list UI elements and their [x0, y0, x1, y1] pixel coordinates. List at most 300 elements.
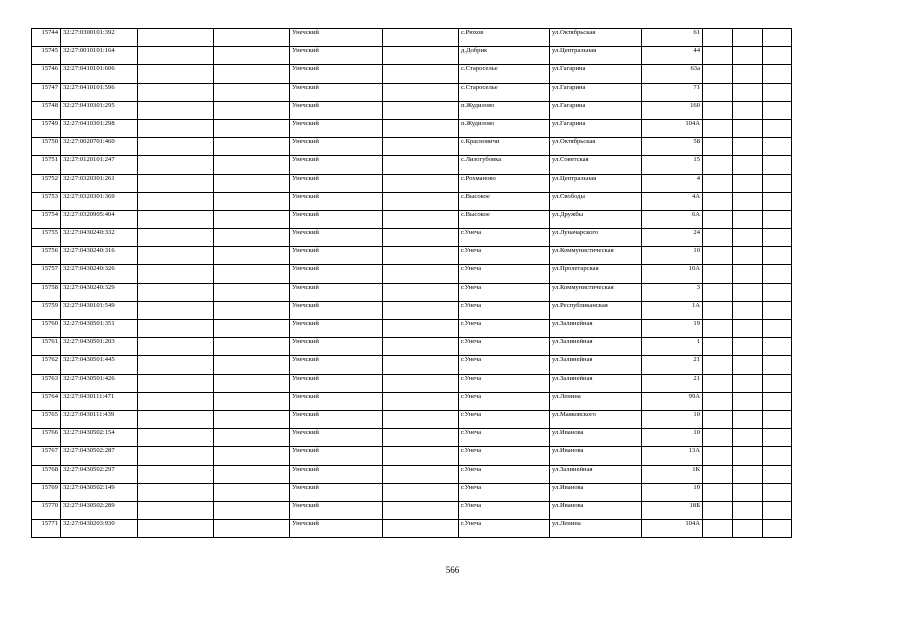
empty-cell [733, 483, 763, 501]
empty-cell [733, 156, 763, 174]
record-number-cell: 15766 [32, 429, 61, 447]
empty-cell [703, 119, 733, 137]
empty-cell [214, 501, 290, 519]
empty-cell [138, 410, 214, 428]
house-number-cell: 1А [642, 301, 703, 319]
empty-cell [703, 338, 733, 356]
empty-cell [733, 501, 763, 519]
record-number-cell: 15757 [32, 265, 61, 283]
empty-cell [703, 65, 733, 83]
record-number-cell: 15753 [32, 192, 61, 210]
district-cell: Унечский [290, 320, 383, 338]
street-cell: ул.Свободы [550, 192, 642, 210]
empty-cell [763, 520, 792, 538]
table-row [32, 410, 792, 428]
empty-cell [214, 101, 290, 119]
record-number-cell: 15749 [32, 119, 61, 137]
cadastral-number-cell: 32:27:0430501:203 [61, 338, 138, 356]
empty-cell [763, 374, 792, 392]
record-number-cell: 15761 [32, 338, 61, 356]
record-number-cell: 15750 [32, 138, 61, 156]
street-cell: ул.Гагарина [550, 65, 642, 83]
district-cell: Унечский [290, 392, 383, 410]
empty-cell [763, 410, 792, 428]
cadastral-number-cell: 32:27:0320905:404 [61, 210, 138, 228]
empty-cell [733, 210, 763, 228]
empty-cell [214, 429, 290, 447]
settlement-cell: с.Староселье [459, 83, 550, 101]
district-cell: Унечский [290, 119, 383, 137]
street-cell: ул.Центральная [550, 47, 642, 65]
table-row [32, 210, 792, 228]
empty-cell [733, 465, 763, 483]
empty-cell [214, 47, 290, 65]
empty-cell [733, 374, 763, 392]
district-cell: Унечский [290, 210, 383, 228]
empty-cell [383, 47, 459, 65]
empty-cell [733, 447, 763, 465]
empty-cell [383, 247, 459, 265]
empty-cell [383, 483, 459, 501]
street-cell: ул.Маяковского [550, 410, 642, 428]
street-cell: ул.Октябрьская [550, 138, 642, 156]
street-cell: ул.Дружбы [550, 210, 642, 228]
record-number-cell: 15765 [32, 410, 61, 428]
cadastral-number-cell: 32:27:0430240:332 [61, 229, 138, 247]
empty-cell [383, 320, 459, 338]
empty-cell [383, 156, 459, 174]
record-number-cell: 15767 [32, 447, 61, 465]
district-cell: Унечский [290, 483, 383, 501]
record-number-cell: 15768 [32, 465, 61, 483]
cadastral-number-cell: 32:27:0430501:351 [61, 320, 138, 338]
empty-cell [138, 338, 214, 356]
house-number-cell: 6А [642, 210, 703, 228]
table-row [32, 47, 792, 65]
house-number-cell: 21 [642, 356, 703, 374]
empty-cell [383, 174, 459, 192]
record-number-cell: 15760 [32, 320, 61, 338]
empty-cell [733, 192, 763, 210]
house-number-cell: 15 [642, 156, 703, 174]
cadastral-number-cell: 32:27:0430111:471 [61, 392, 138, 410]
empty-cell [214, 156, 290, 174]
empty-cell [703, 520, 733, 538]
table-row [32, 447, 792, 465]
empty-cell [214, 283, 290, 301]
empty-cell [763, 156, 792, 174]
empty-cell [703, 483, 733, 501]
empty-cell [763, 210, 792, 228]
empty-cell [138, 374, 214, 392]
street-cell: ул.Залинейная [550, 356, 642, 374]
empty-cell [214, 65, 290, 83]
table-row [32, 101, 792, 119]
empty-cell [763, 320, 792, 338]
table-row [32, 192, 792, 210]
settlement-cell: г.Унеча [459, 392, 550, 410]
empty-cell [214, 320, 290, 338]
table-row [32, 374, 792, 392]
table-row [32, 429, 792, 447]
empty-cell [703, 356, 733, 374]
street-cell: ул.Центральная [550, 174, 642, 192]
empty-cell [138, 483, 214, 501]
record-number-cell: 15747 [32, 83, 61, 101]
record-number-cell: 15756 [32, 247, 61, 265]
empty-cell [214, 119, 290, 137]
empty-cell [214, 410, 290, 428]
empty-cell [763, 138, 792, 156]
empty-cell [214, 192, 290, 210]
empty-cell [383, 501, 459, 519]
empty-cell [214, 483, 290, 501]
cadastral-number-cell: 32:27:0430502:297 [61, 465, 138, 483]
empty-cell [138, 247, 214, 265]
table-row [32, 119, 792, 137]
house-number-cell: 63а [642, 65, 703, 83]
empty-cell [703, 83, 733, 101]
empty-cell [383, 138, 459, 156]
empty-cell [733, 356, 763, 374]
cadastral-number-cell: 32:27:0430203:930 [61, 520, 138, 538]
empty-cell [383, 283, 459, 301]
empty-cell [138, 192, 214, 210]
cadastral-number-cell: 32:27:0430502:289 [61, 501, 138, 519]
empty-cell [733, 392, 763, 410]
street-cell: ул.Гагарина [550, 101, 642, 119]
empty-cell [138, 229, 214, 247]
empty-cell [383, 392, 459, 410]
empty-cell [383, 65, 459, 83]
record-number-cell: 15769 [32, 483, 61, 501]
district-cell: Унечский [290, 301, 383, 319]
empty-cell [703, 283, 733, 301]
settlement-cell: г.Унеча [459, 283, 550, 301]
empty-cell [138, 501, 214, 519]
settlement-cell: с.Лизогубовка [459, 156, 550, 174]
empty-cell [763, 47, 792, 65]
empty-cell [383, 229, 459, 247]
empty-cell [383, 447, 459, 465]
table-row [32, 83, 792, 101]
district-cell: Унечский [290, 156, 383, 174]
district-cell: Унечский [290, 174, 383, 192]
empty-cell [703, 210, 733, 228]
empty-cell [138, 47, 214, 65]
empty-cell [383, 119, 459, 137]
empty-cell [138, 429, 214, 447]
house-number-cell: 1К [642, 465, 703, 483]
cadastral-number-cell: 32:27:0430502:287 [61, 447, 138, 465]
empty-cell [214, 174, 290, 192]
empty-cell [383, 410, 459, 428]
empty-cell [763, 392, 792, 410]
settlement-cell: с.Староселье [459, 65, 550, 83]
empty-cell [138, 101, 214, 119]
house-number-cell: 10А [642, 265, 703, 283]
district-cell: Унечский [290, 410, 383, 428]
cadastral-number-cell: 32:27:0010101:164 [61, 47, 138, 65]
street-cell: ул.Залинейная [550, 338, 642, 356]
empty-cell [214, 356, 290, 374]
street-cell: ул.Залинейная [550, 374, 642, 392]
settlement-cell: г.Унеча [459, 356, 550, 374]
settlement-cell: д.Добрик [459, 47, 550, 65]
street-cell: ул.Иванова [550, 501, 642, 519]
empty-cell [733, 65, 763, 83]
empty-cell [763, 229, 792, 247]
settlement-cell: с.Рохманово [459, 174, 550, 192]
settlement-cell: г.Унеча [459, 265, 550, 283]
table-row [32, 520, 792, 538]
empty-cell [703, 101, 733, 119]
empty-cell [214, 229, 290, 247]
record-number-cell: 15746 [32, 65, 61, 83]
district-cell: Унечский [290, 83, 383, 101]
house-number-cell: 61 [642, 29, 703, 47]
house-number-cell: 160 [642, 101, 703, 119]
empty-cell [214, 374, 290, 392]
empty-cell [763, 174, 792, 192]
street-cell: ул.Иванова [550, 447, 642, 465]
table-row [32, 483, 792, 501]
page-number: 566 [445, 565, 460, 575]
cadastral-number-cell: 32:27:0410101:606 [61, 65, 138, 83]
table-row [32, 29, 792, 47]
district-cell: Унечский [290, 501, 383, 519]
empty-cell [703, 392, 733, 410]
settlement-cell: п.Жудилово [459, 119, 550, 137]
empty-cell [138, 320, 214, 338]
empty-cell [763, 119, 792, 137]
empty-cell [733, 119, 763, 137]
empty-cell [138, 447, 214, 465]
record-number-cell: 15764 [32, 392, 61, 410]
district-cell: Унечский [290, 465, 383, 483]
cadastral-number-cell: 32:27:0410101:596 [61, 83, 138, 101]
district-cell: Унечский [290, 265, 383, 283]
settlement-cell: г.Унеча [459, 229, 550, 247]
cadastral-number-cell: 32:27:0020701:460 [61, 138, 138, 156]
record-number-cell: 15745 [32, 47, 61, 65]
empty-cell [703, 138, 733, 156]
empty-cell [733, 301, 763, 319]
district-cell: Унечский [290, 247, 383, 265]
house-number-cell: 3 [642, 283, 703, 301]
empty-cell [138, 301, 214, 319]
empty-cell [733, 138, 763, 156]
settlement-cell: с.Рюхов [459, 29, 550, 47]
cadastral-number-cell: 32:27:0300101:392 [61, 29, 138, 47]
empty-cell [763, 192, 792, 210]
house-number-cell: 10 [642, 247, 703, 265]
house-number-cell: 4А [642, 192, 703, 210]
table-row [32, 501, 792, 519]
cadastral-number-cell: 32:27:0430501:426 [61, 374, 138, 392]
cadastral-number-cell: 32:27:0120101:247 [61, 156, 138, 174]
empty-cell [138, 210, 214, 228]
empty-cell [214, 447, 290, 465]
district-cell: Унечский [290, 429, 383, 447]
empty-cell [138, 356, 214, 374]
empty-cell [383, 356, 459, 374]
empty-cell [763, 283, 792, 301]
record-number-cell: 15758 [32, 283, 61, 301]
empty-cell [763, 483, 792, 501]
empty-cell [733, 283, 763, 301]
empty-cell [383, 265, 459, 283]
empty-cell [733, 47, 763, 65]
table-row [32, 265, 792, 283]
empty-cell [733, 520, 763, 538]
cadastral-number-cell: 32:27:0320301:261 [61, 174, 138, 192]
settlement-cell: г.Унеча [459, 374, 550, 392]
table-row [32, 174, 792, 192]
empty-cell [763, 356, 792, 374]
empty-cell [733, 338, 763, 356]
empty-cell [383, 29, 459, 47]
district-cell: Унечский [290, 101, 383, 119]
empty-cell [703, 192, 733, 210]
empty-cell [703, 229, 733, 247]
cadastral-number-cell: 32:27:0430240:326 [61, 265, 138, 283]
district-cell: Унечский [290, 229, 383, 247]
empty-cell [733, 410, 763, 428]
empty-cell [733, 29, 763, 47]
cadastral-number-cell: 32:27:0430501:445 [61, 356, 138, 374]
empty-cell [383, 520, 459, 538]
empty-cell [763, 501, 792, 519]
empty-cell [733, 247, 763, 265]
house-number-cell: 104А [642, 520, 703, 538]
empty-cell [214, 138, 290, 156]
district-cell: Унечский [290, 29, 383, 47]
cadastral-number-cell: 32:27:0430240:316 [61, 247, 138, 265]
empty-cell [763, 265, 792, 283]
settlement-cell: п.Жудилово [459, 101, 550, 119]
settlement-cell: г.Унеча [459, 429, 550, 447]
house-number-cell: 10 [642, 483, 703, 501]
table-row [32, 156, 792, 174]
empty-cell [138, 119, 214, 137]
settlement-cell: г.Унеча [459, 447, 550, 465]
street-cell: ул.Пролетарская [550, 265, 642, 283]
settlement-cell: г.Унеча [459, 247, 550, 265]
empty-cell [763, 83, 792, 101]
empty-cell [763, 338, 792, 356]
street-cell: ул.Залинейная [550, 465, 642, 483]
table-row [32, 247, 792, 265]
empty-cell [703, 174, 733, 192]
record-number-cell: 15751 [32, 156, 61, 174]
empty-cell [383, 465, 459, 483]
settlement-cell: г.Унеча [459, 483, 550, 501]
empty-cell [214, 247, 290, 265]
street-cell: ул.Гагарина [550, 83, 642, 101]
record-number-cell: 15770 [32, 501, 61, 519]
table-row [32, 138, 792, 156]
empty-cell [138, 138, 214, 156]
empty-cell [138, 392, 214, 410]
district-cell: Унечский [290, 356, 383, 374]
empty-cell [383, 192, 459, 210]
empty-cell [703, 156, 733, 174]
empty-cell [763, 29, 792, 47]
district-cell: Унечский [290, 283, 383, 301]
settlement-cell: с.Высокое [459, 210, 550, 228]
table-row [32, 356, 792, 374]
empty-cell [214, 392, 290, 410]
cadastral-number-cell: 32:27:0410301:295 [61, 101, 138, 119]
cadastral-number-cell: 32:27:0410301:298 [61, 119, 138, 137]
street-cell: ул.Ленина [550, 520, 642, 538]
record-number-cell: 15763 [32, 374, 61, 392]
empty-cell [138, 465, 214, 483]
cadastral-number-cell: 32:27:0320301:369 [61, 192, 138, 210]
house-number-cell: 18Б [642, 501, 703, 519]
empty-cell [703, 265, 733, 283]
empty-cell [763, 465, 792, 483]
empty-cell [763, 429, 792, 447]
house-number-cell: 44 [642, 47, 703, 65]
empty-cell [733, 429, 763, 447]
empty-cell [214, 210, 290, 228]
empty-cell [763, 447, 792, 465]
street-cell: ул.Ленина [550, 392, 642, 410]
empty-cell [214, 29, 290, 47]
empty-cell [703, 29, 733, 47]
street-cell: ул.Луначарского [550, 229, 642, 247]
district-cell: Унечский [290, 192, 383, 210]
street-cell: ул.Гагарина [550, 119, 642, 137]
empty-cell [214, 301, 290, 319]
empty-cell [214, 465, 290, 483]
empty-cell [763, 247, 792, 265]
street-cell: ул.Коммунистическая [550, 247, 642, 265]
empty-cell [733, 320, 763, 338]
table-row [32, 465, 792, 483]
empty-cell [383, 101, 459, 119]
empty-cell [703, 374, 733, 392]
district-cell: Унечский [290, 374, 383, 392]
empty-cell [214, 83, 290, 101]
empty-cell [138, 29, 214, 47]
settlement-cell: г.Унеча [459, 501, 550, 519]
empty-cell [383, 210, 459, 228]
house-number-cell: 19 [642, 320, 703, 338]
street-cell: ул.Октябрьская [550, 29, 642, 47]
house-number-cell: 21 [642, 374, 703, 392]
settlement-cell: г.Унеча [459, 520, 550, 538]
record-number-cell: 15752 [32, 174, 61, 192]
settlement-cell: г.Унеча [459, 338, 550, 356]
empty-cell [763, 101, 792, 119]
empty-cell [763, 301, 792, 319]
record-number-cell: 15759 [32, 301, 61, 319]
empty-cell [703, 465, 733, 483]
street-cell: ул.Иванова [550, 429, 642, 447]
record-number-cell: 15755 [32, 229, 61, 247]
house-number-cell: 24 [642, 229, 703, 247]
record-number-cell: 15754 [32, 210, 61, 228]
street-cell: ул.Республиканская [550, 301, 642, 319]
empty-cell [383, 83, 459, 101]
empty-cell [214, 338, 290, 356]
table-row [32, 65, 792, 83]
house-number-cell: 1 [642, 338, 703, 356]
empty-cell [138, 156, 214, 174]
